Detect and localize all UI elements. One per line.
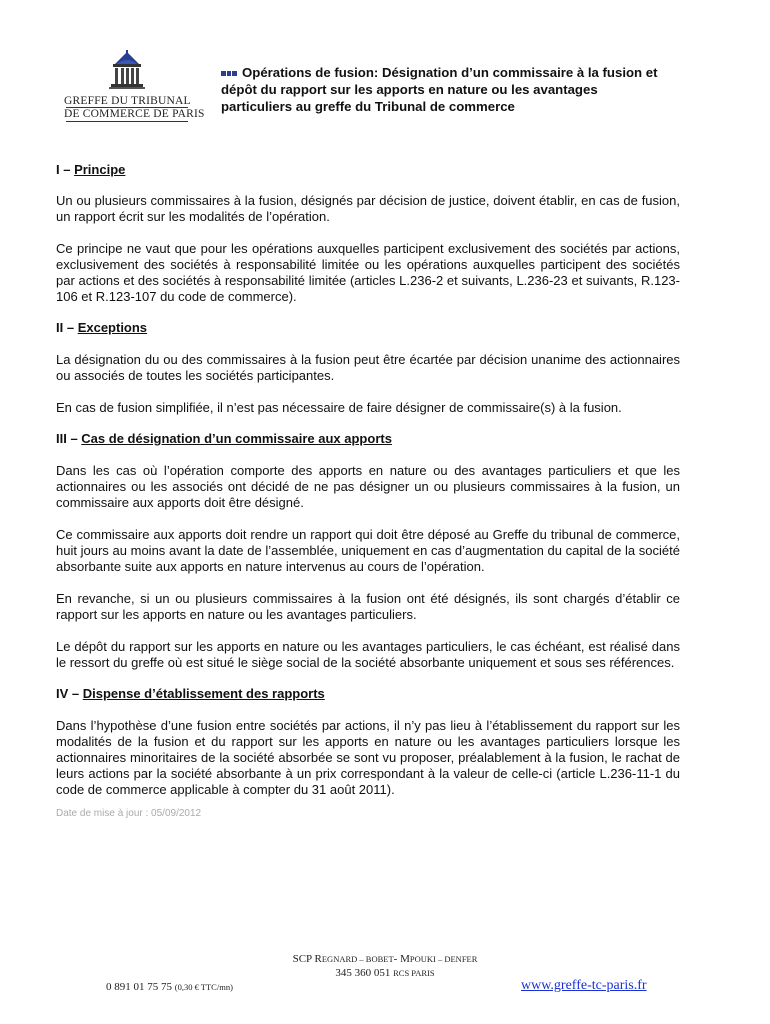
logo-line-2: DE COMMERCE DE PARIS	[64, 108, 205, 120]
footer-scp: SCP REGNARD – BOBET- MPOUKI – DENFER	[292, 953, 478, 965]
paragraph: Un ou plusieurs commissaires à la fusion, désignés par décision de justice, doivent établir, en cas de fusion, un rapport écrit sur les modalités de l’opération.	[56, 193, 680, 224]
paragraph: Dans l’hypothèse d’une fusion entre sociétés par actions, il n’y pas lieu à l’établissement du rapport sur les modalités de la fusion et du rapport sur les apports en nature ou les avantages particuliers lorsque les actionnaires minoritaires de la société absorbée se sont vu proposer, préalablement à la fusion, le rachat de leurs actions par la société absorbante à un prix correspondant à la valeur de celle-ci (article L.236-11-1 du code de commerce applicable à compter du 31 août 2011).	[56, 718, 680, 797]
footer-phone: 0 891 01 75 75 (0,30 € TTC/mn)	[106, 981, 233, 993]
document-title: Opérations de fusion: Désignation d’un commissaire à la fusion et dépôt du rapport sur les apports en nature ou les avantages particuliers au greffe du Tribunal de commerce	[221, 65, 658, 114]
paragraph: En cas de fusion simplifiée, il n’est pas nécessaire de faire désigner de commissaire(s) à la fusion.	[56, 400, 622, 415]
website-link[interactable]: www.greffe-tc-paris.fr	[521, 978, 647, 993]
paragraph: Dans les cas où l’opération comporte des apports en nature ou des avantages particuliers et que les actionnaires ou les associés ont décidé de ne pas désigner un ou plusieurs commissaires à la fusion, un commissaire aux apports doit être désigné.	[56, 463, 680, 510]
greffe-logo	[64, 50, 205, 126]
footer-rcs: 345 360 051 RCS PARIS	[335, 967, 435, 979]
title-bullet-icon	[221, 71, 237, 76]
paragraph: Le dépôt du rapport sur les apports en nature ou les avantages particuliers, le cas échéant, est réalisé dans le ressort du greffe où est situé le siège social de la société absorbante uniquement et sous ses références.	[56, 639, 680, 670]
logo-underline	[66, 121, 188, 122]
section-heading-exceptions: II – Exceptions	[56, 320, 148, 335]
section-heading-designation: III – Cas de désignation d’un commissaire aux apports	[56, 431, 392, 446]
paragraph: En revanche, si un ou plusieurs commissaires à la fusion ont été désignés, ils sont chargés d’établir ce rapport sur les apports en nature ou les avantages particuliers.	[56, 591, 680, 622]
building-icon	[108, 50, 146, 90]
logo-line-1: GREFFE DU TRIBUNAL	[64, 95, 191, 107]
section-heading-principe: I – Principe	[56, 162, 126, 177]
paragraph: Ce commissaire aux apports doit rendre un rapport qui doit être déposé au Greffe du tribunal de commerce, huit jours au moins avant la date de l’assemblée, uniquement en cas d’augmentation du capital de la société absorbante suite aux apports en nature intervenus au cours de l’opération.	[56, 527, 680, 574]
update-date: Date de mise à jour : 05/09/2012	[56, 808, 202, 819]
document-title-block	[221, 64, 661, 115]
section-heading-dispense: IV – Dispense d’établissement des rapports	[56, 686, 325, 701]
document-body	[56, 162, 680, 798]
paragraph: La désignation du ou des commissaires à la fusion peut être écartée par décision unanime des actionnaires ou associés de toutes les sociétés participantes.	[56, 352, 680, 383]
paragraph: Ce principe ne vaut que pour les opérations auxquelles participent exclusivement des sociétés par actions, exclusivement des sociétés à responsabilité limitée ou les opérations auxquelles participent des sociétés par actions et des sociétés à responsabilité limitée (articles L.236-2 et suivants, L.236-23 et suivants, R.123-106 et R.123-107 du code de commerce).	[56, 241, 680, 304]
